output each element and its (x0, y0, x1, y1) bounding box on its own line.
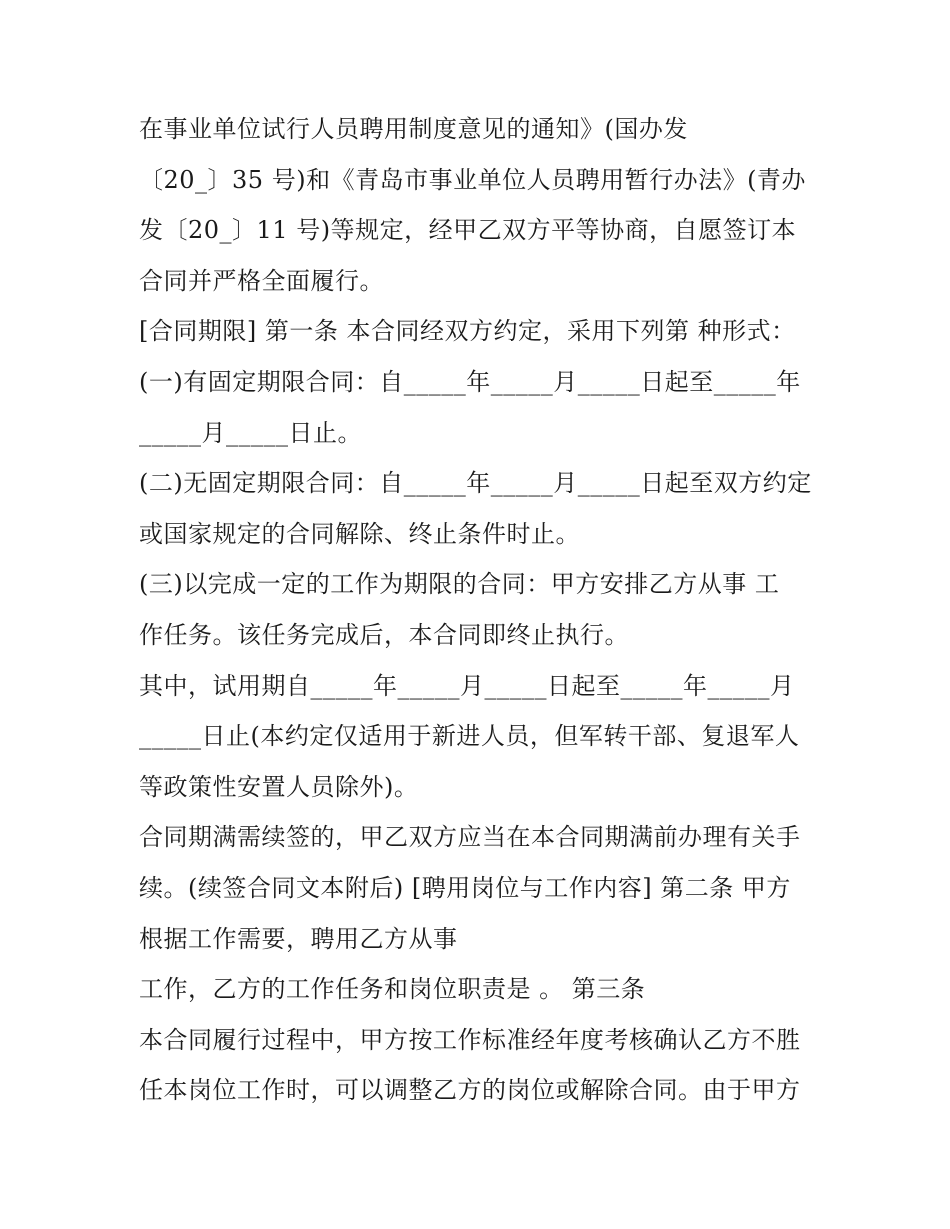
text-line: (一)有固定期限合同：自_____年_____月_____日起至_____年 (139, 367, 801, 396)
text-line: 工作，乙方的工作任务和岗位职责是 。 第三条 (139, 975, 646, 1004)
text-line: _____日止(本约定仅适用于新进人员，但军转干部、复退军人 (139, 722, 800, 751)
text-line: _____月_____日止。 (139, 418, 362, 447)
text-line: 合同期满需续签的，甲乙双方应当在本合同期满前办理有关手 (139, 823, 801, 852)
text-line: 等政策性安置人员除外)。 (139, 772, 419, 801)
text-line: [合同期限] 第一条 本合同经双方约定，采用下列第 种形式： (139, 317, 796, 346)
text-line: (三)以完成一定的工作为期限的合同：甲方安排乙方从事 工 (139, 570, 780, 599)
contract-text (139, 104, 839, 1116)
text-line: 本合同履行过程中，甲方按工作标准经年度考核确认乙方不胜 (139, 1025, 801, 1054)
text-line: 或国家规定的合同解除、终止条件时止。 (139, 519, 580, 548)
text-line: 〔20_〕35 号)和《青岛市事业单位人员聘用暂行办法》(青办 (139, 165, 806, 194)
text-line: 任本岗位工作时，可以调整乙方的岗位或解除合同。由于甲方 (139, 1076, 801, 1105)
text-line: (二)无固定期限合同：自_____年_____月_____日起至双方约定 (139, 469, 812, 498)
text-line: 根据工作需要，聘用乙方从事 (139, 924, 458, 953)
text-line: 发〔20_〕11 号)等规定，经甲乙双方平等协商，自愿签订本 (139, 216, 797, 245)
text-line: 其中，试用期自_____年_____月_____日起至_____年_____月 (139, 671, 795, 700)
text-line: 合同并严格全面履行。 (139, 266, 384, 295)
text-line: 续。(续签合同文本附后) [聘用岗位与工作内容] 第二条 甲方 (139, 873, 791, 902)
text-line: 在事业单位试行人员聘用制度意见的通知》(国办发 (139, 115, 688, 143)
text-line: 作任务。该任务完成后，本合同即终止执行。 (139, 620, 629, 649)
